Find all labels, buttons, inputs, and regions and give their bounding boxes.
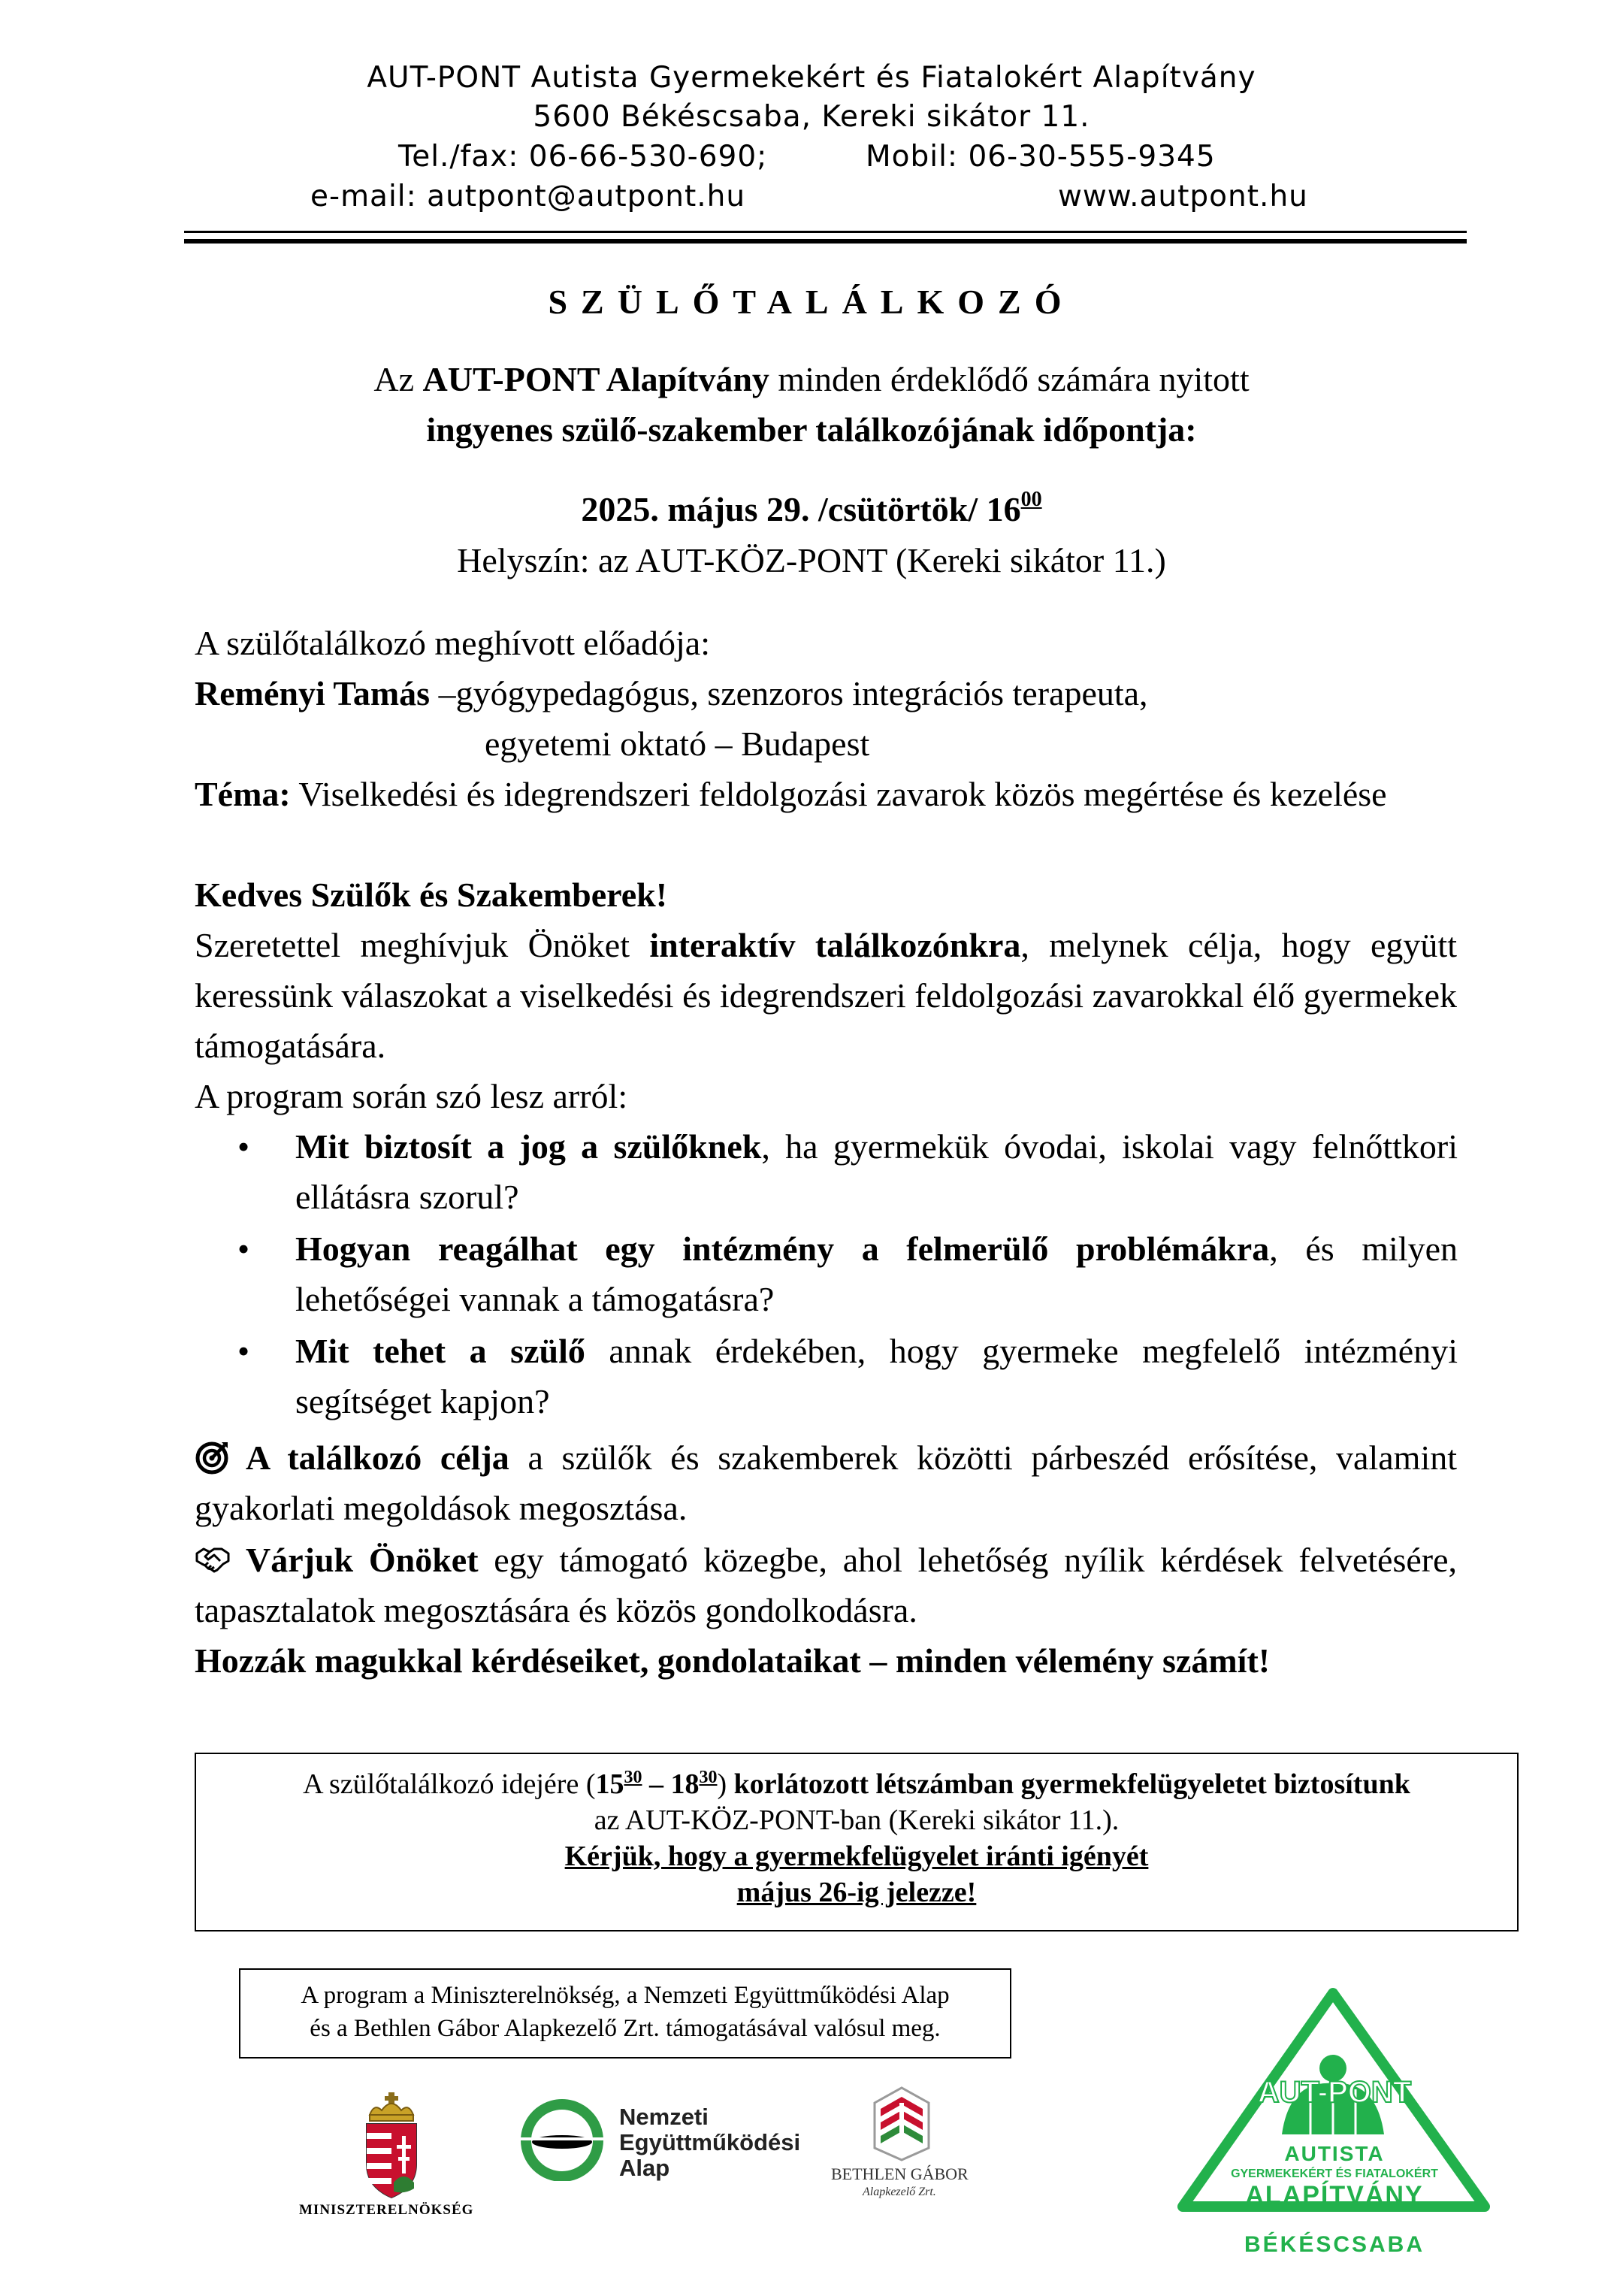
speaker-name: Reményi Tamás — [195, 674, 431, 712]
topic — [195, 769, 1457, 819]
header-phone: Tel./fax: 06-66-530-690; — [398, 140, 768, 174]
list-item — [237, 1121, 1458, 1222]
childcare-text-1: A szülőtalálkozó idejére ( — [303, 1768, 596, 1800]
event-location: Helyszín: az AUT-KÖZ-PONT (Kereki sikátor 11.) — [457, 541, 1166, 579]
bga-shield-icon — [827, 2080, 977, 2163]
childcare-line-4: május 26-ig jelezze! — [736, 1877, 977, 1908]
event-time-minutes: 00 — [1020, 488, 1042, 511]
nea-text — [619, 2104, 800, 2181]
bga-text-1: BETHLEN GÁBOR — [831, 2164, 969, 2183]
childcare-line-1 — [196, 1766, 1517, 1802]
funding-line-1: A program a Miniszterelnökség, a Nemzeti Együttműködési Alap — [301, 1982, 950, 2009]
childcare-line-3: Kérjük, hogy a gyermekfelügyelet iránti igényét — [564, 1841, 1149, 1872]
speaker-role-2: egyetemi oktató – Budapest — [485, 724, 870, 763]
header-rule-top — [184, 231, 1467, 233]
topic-text: Viselkedési és idegrendszeri feldolgozási zavarok közös megértése és kezelése — [290, 775, 1387, 813]
autpont-line-4: BÉKÉSCSABA — [1244, 2232, 1425, 2257]
goal-rest: a szülők és szakemberek közötti párbeszéd erősítése, valamint gyakorlati megoldások megosztása. — [195, 1438, 1458, 1527]
intro-org-bold: AUT-PONT Alapítvány — [422, 360, 769, 398]
bga-text-2: Alapkezelő Zrt. — [863, 2186, 936, 2198]
intro-suffix: minden érdeklődő számára nyitott — [769, 360, 1250, 398]
childcare-text-2: ) — [717, 1768, 734, 1800]
speaker-role: –gyógypedagógus, szenzoros integrációs terapeuta, — [430, 674, 1148, 712]
goal-paragraph — [195, 1432, 1457, 1533]
greeting: Kedves Szülők és Szakemberek! — [195, 876, 668, 914]
invite-bold: interaktív találkozónkra — [649, 926, 1021, 964]
autpont-logo — [1169, 1984, 1500, 2277]
autpont-line-3: ALAPÍTVÁNY — [1245, 2181, 1424, 2210]
handshake-icon — [195, 1541, 229, 1575]
invite-paragraph — [195, 920, 1457, 1071]
funding-box — [239, 1968, 1011, 2059]
list-item — [237, 1224, 1458, 1324]
program-label: A program során szó lesz arról: — [195, 1077, 628, 1115]
speaker-label: A szülőtalálkozó meghívott előadója: — [195, 624, 711, 662]
bullet-dot: • — [237, 1127, 250, 1166]
bullet-2-rest: , és milyen lehetőségei vannak a támogatásra? — [295, 1230, 1458, 1318]
childcare-time-end: 18 — [670, 1768, 700, 1800]
coat-of-arms-icon — [292, 2089, 502, 2202]
childcare-dash: – — [642, 1768, 671, 1800]
childcare-time-start: 15 — [595, 1768, 624, 1800]
autpont-line-2: GYERMEKEKÉRT ÉS FIATALOKÉRT — [1231, 2167, 1438, 2180]
speaker-line — [195, 668, 1148, 718]
header-email: e-mail: autpont@autpont.hu — [310, 180, 746, 213]
header-org-name: AUT-PONT Autista Gyermekekért és Fiatalokért Alapítvány — [367, 61, 1256, 95]
header-rule-bottom — [184, 239, 1467, 244]
nea-circle-icon — [518, 2098, 609, 2181]
bullet-1-rest: , ha gyermekük óvodai, iskolai vagy felnőttkori ellátásra szorul? — [295, 1127, 1458, 1216]
event-date — [0, 485, 1623, 534]
goal-bold: A találkozó célja — [246, 1438, 509, 1477]
bethlen-gabor-logo — [827, 2080, 977, 2208]
header-mobile: Mobil: 06-30-555-9345 — [866, 140, 1216, 174]
bullet-2-bold: Hogyan reagálhat egy intézmény a felmerülő problémákra — [295, 1230, 1270, 1268]
autpont-line-1: AUTISTA — [1284, 2142, 1385, 2165]
intro-line-1 — [0, 355, 1623, 404]
topic-label: Téma: — [195, 775, 291, 813]
bullet-3-rest: annak érdekében, hogy gyermeke megfelelő intézményi segítséget kapjon? — [295, 1332, 1458, 1420]
invite-text-1: Szeretettel meghívjuk Önöket — [195, 926, 650, 964]
welcome-paragraph — [195, 1535, 1457, 1635]
childcare-box — [195, 1753, 1519, 1931]
nea-line-1: Nemzeti — [619, 2104, 709, 2130]
header-address: 5600 Békéscsaba, Kereki sikátor 11. — [533, 100, 1090, 134]
nea-line-3: Alap — [619, 2155, 670, 2181]
bullet-3-bold: Mit tehet a szülő — [295, 1332, 585, 1370]
event-date-text: 2025. május 29. /csütörtök/ 16 — [581, 490, 1021, 528]
childcare-time-end-min: 30 — [699, 1768, 718, 1787]
page-title: SZÜLŐTALÁLKOZÓ — [548, 283, 1075, 321]
intro-prefix: Az — [373, 360, 423, 398]
childcare-time-start-min: 30 — [624, 1768, 642, 1787]
childcare-bold: korlátozott létszámban gyermekfelügyeletet biztosítunk — [733, 1768, 1410, 1800]
miniszterelnokseg-logo — [292, 2089, 502, 2225]
header-website: www.autpont.hu — [1058, 180, 1308, 213]
miniszterelnokseg-text: MINISZTERELNÖKSÉG — [299, 2202, 474, 2218]
bullet-dot: • — [237, 1230, 250, 1268]
target-icon — [195, 1438, 229, 1473]
bullet-1-bold: Mit biztosít a jog a szülőknek — [295, 1127, 762, 1166]
list-item — [237, 1326, 1458, 1426]
welcome-rest: egy támogató közegbe, ahol lehetőség nyílik kérdések felvetésére, tapasztalatok megosztására és közös gondolkodásra. — [195, 1541, 1458, 1629]
invite-text-2: , melynek célja, hogy együtt keressünk válaszokat a viselkedési és idegrendszeri feldolgozási zavarokkal élő gyermekek támogatására. — [195, 926, 1457, 1065]
intro-line-2: ingyenes szülő-szakember találkozójának időpontja: — [426, 410, 1197, 449]
nea-logo — [518, 2098, 819, 2181]
welcome-bold: Várjuk Önöket — [246, 1541, 479, 1579]
bullet-dot: • — [237, 1332, 250, 1370]
autpont-name: AUT-PONT — [1257, 2076, 1412, 2109]
closing: Hozzák magukkal kérdéseiket, gondolataikat – minden vélemény számít! — [195, 1641, 1271, 1680]
nea-line-2: Együttműködési — [619, 2129, 801, 2155]
funding-line-2: és a Bethlen Gábor Alapkezelő Zrt. támogatásával valósul meg. — [310, 2015, 941, 2042]
childcare-line-2: az AUT-KÖZ-PONT-ban (Kereki sikátor 11.). — [594, 1804, 1120, 1836]
